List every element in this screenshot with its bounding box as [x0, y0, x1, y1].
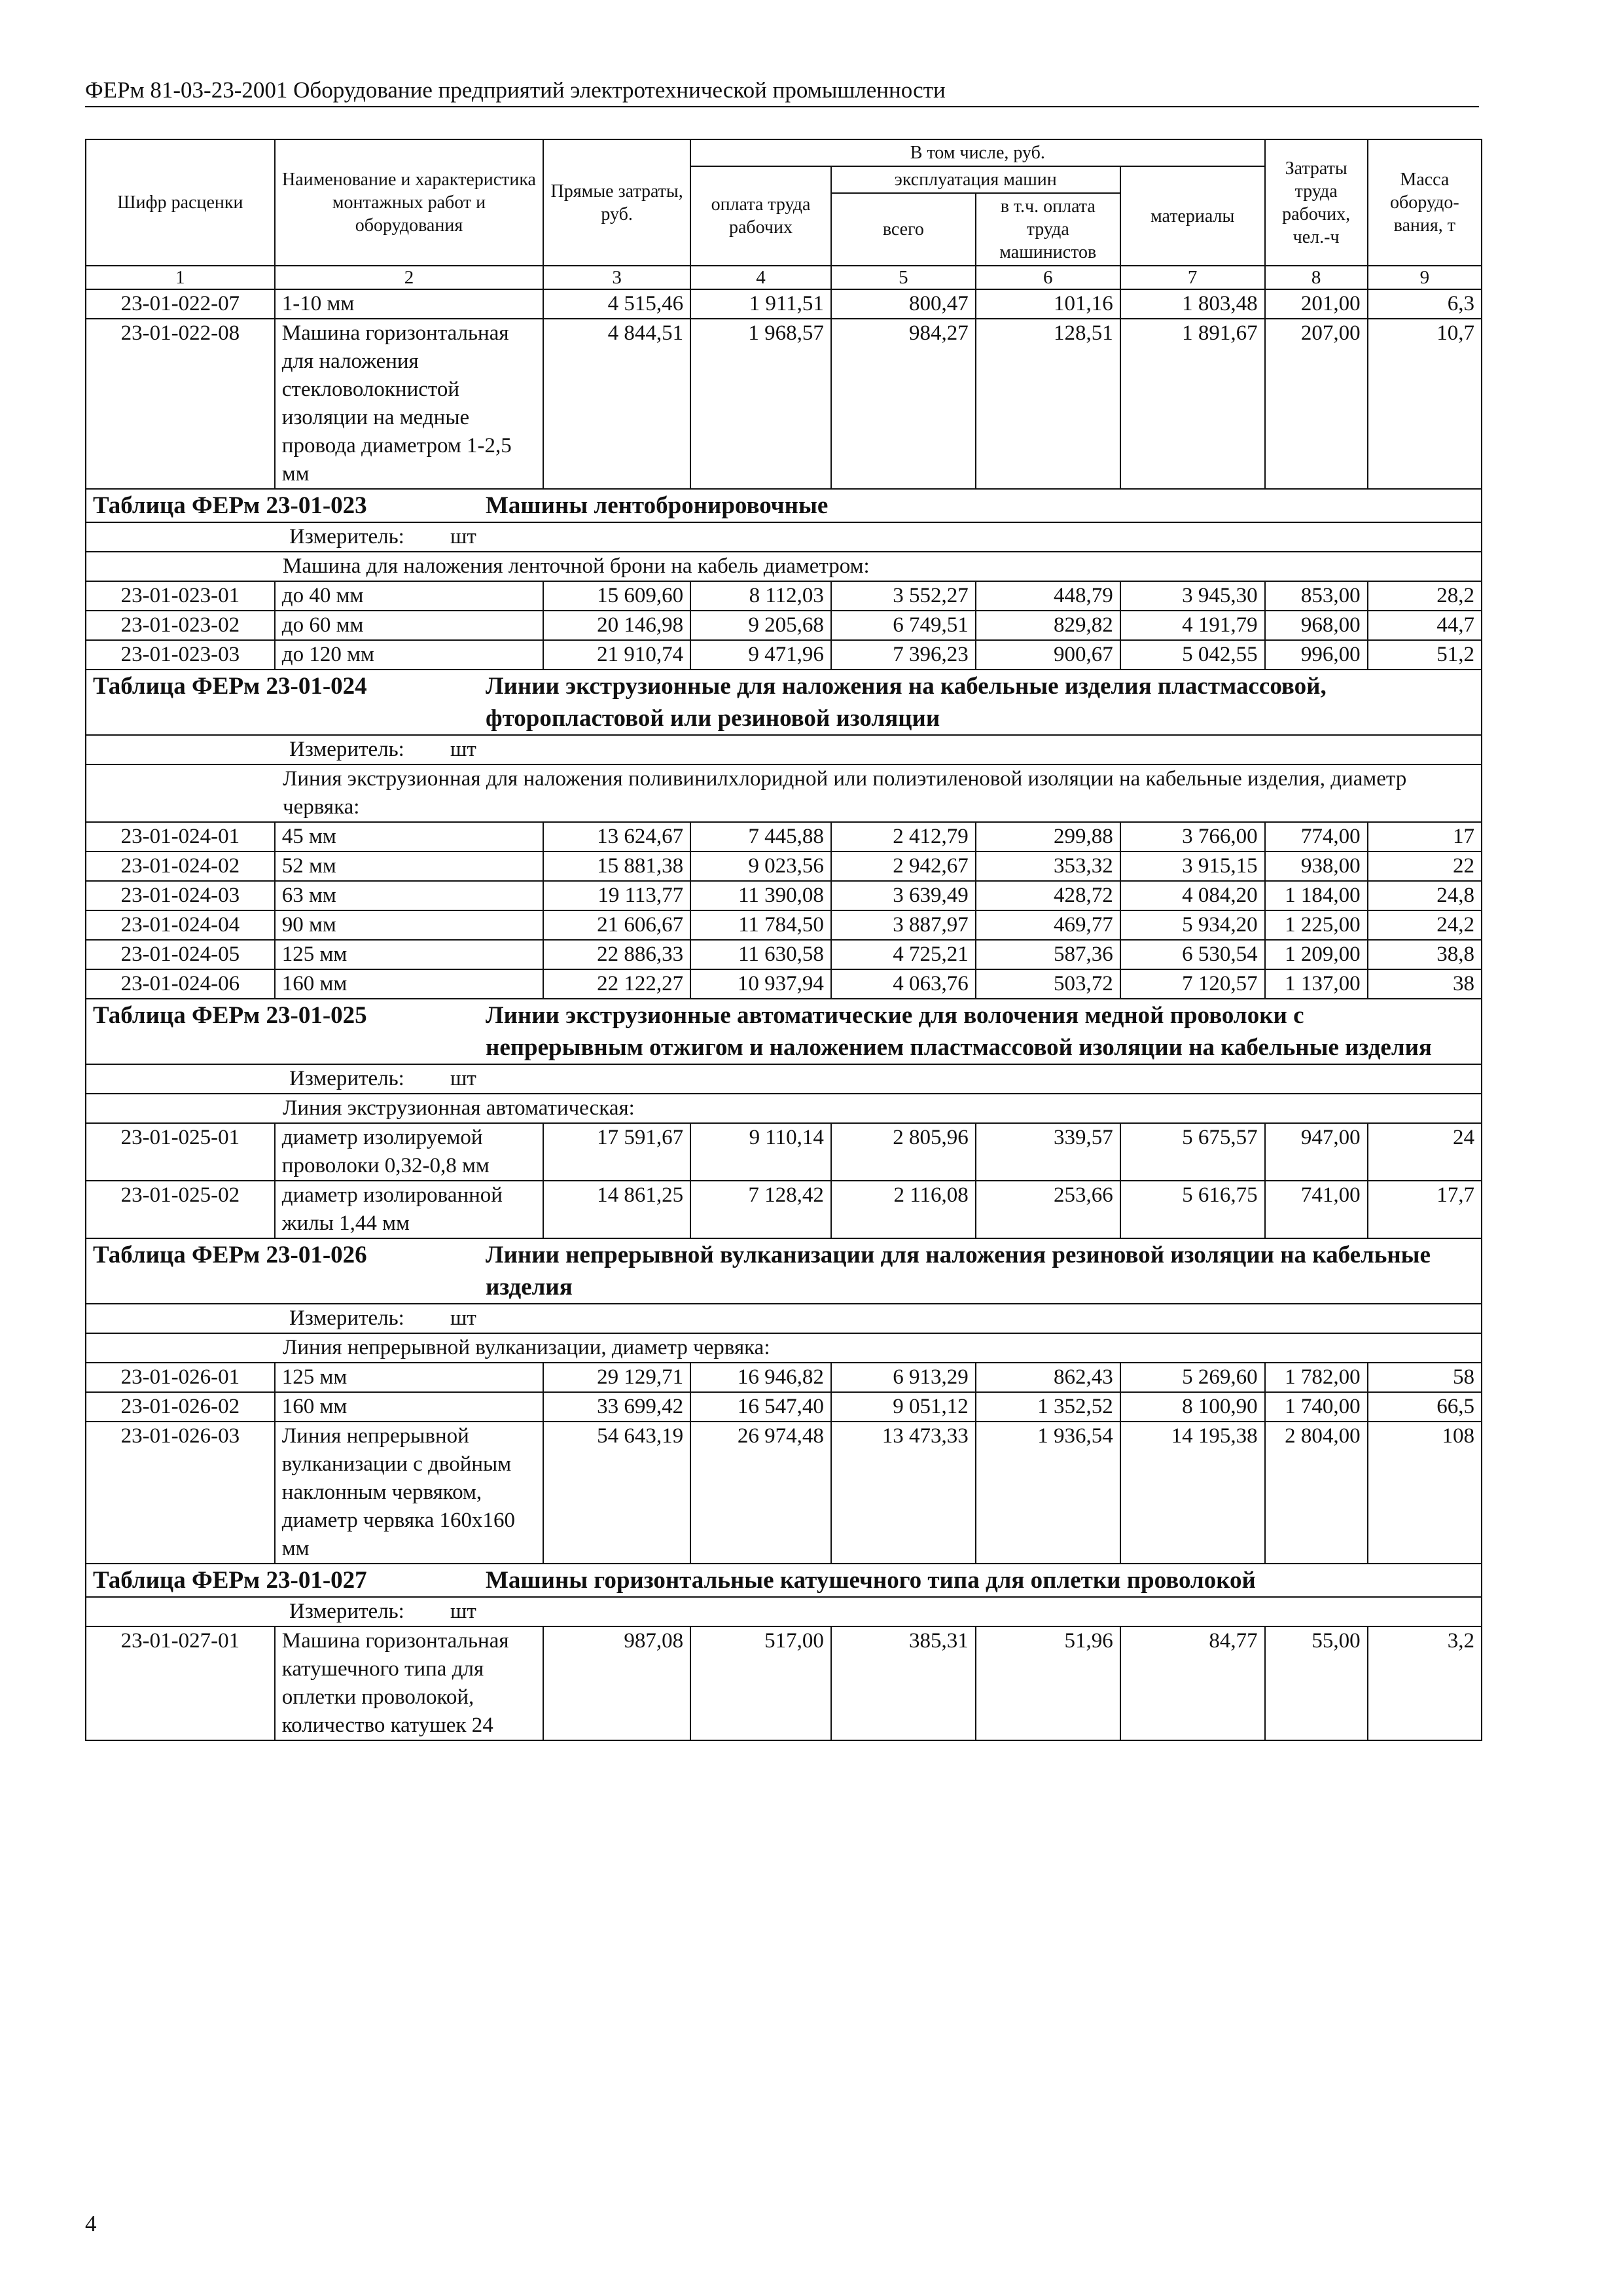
labor-hours: 1 782,00	[1265, 1363, 1368, 1392]
labor-hours: 207,00	[1265, 319, 1368, 489]
item-name: 160 мм	[275, 1392, 543, 1422]
machinists-cost: 128,51	[976, 319, 1120, 489]
section-title: Машины лентобронировочные	[486, 492, 829, 519]
section-description: Линия экструзионная для наложения поливинилхлоридной или полиэтиленовой изоляции на кабельные изделия, диаметр червяка:	[86, 764, 1482, 822]
equipment-mass: 44,7	[1368, 611, 1482, 640]
labor-hours: 938,00	[1265, 852, 1368, 881]
machinists-cost: 448,79	[976, 581, 1120, 611]
equipment-mass: 66,5	[1368, 1392, 1482, 1422]
table-row	[86, 1181, 1482, 1238]
table-row	[86, 611, 1482, 640]
section-header	[86, 999, 1482, 1064]
measure-row	[86, 1064, 1482, 1094]
wages-cost: 26 974,48	[690, 1422, 831, 1564]
description-row	[86, 764, 1482, 822]
direct-cost: 21 606,67	[543, 910, 690, 940]
measure-unit: шт	[450, 1067, 476, 1090]
measure-unit: шт	[450, 738, 476, 761]
table-row	[86, 940, 1482, 969]
item-name: 125 мм	[275, 1363, 543, 1392]
wages-cost: 11 630,58	[690, 940, 831, 969]
section-description: Машина для наложения ленточной брони на кабель диаметром:	[86, 552, 1482, 581]
table-row	[86, 1123, 1482, 1181]
item-name: диаметр изолируемой проволоки 0,32-0,8 мм	[275, 1123, 543, 1181]
rate-code: 23-01-023-02	[86, 611, 275, 640]
table-row	[86, 581, 1482, 611]
direct-cost: 54 643,19	[543, 1422, 690, 1564]
section-code: Таблица ФЕРм 23-01-026	[93, 1242, 367, 1268]
column-number: 5	[831, 266, 976, 289]
column-number: 2	[275, 266, 543, 289]
section-header	[86, 1564, 1482, 1597]
materials-cost: 4 084,20	[1120, 881, 1265, 910]
wages-cost: 7 445,88	[690, 822, 831, 852]
machines-cost: 7 396,23	[831, 640, 976, 670]
table-row	[86, 1626, 1482, 1740]
machines-cost: 3 887,97	[831, 910, 976, 940]
machines-cost: 2 412,79	[831, 822, 976, 852]
labor-hours: 853,00	[1265, 581, 1368, 611]
direct-cost: 15 609,60	[543, 581, 690, 611]
equipment-mass: 6,3	[1368, 289, 1482, 319]
wages-cost: 9 023,56	[690, 852, 831, 881]
direct-cost: 29 129,71	[543, 1363, 690, 1392]
measure-cell	[86, 1304, 1482, 1333]
materials-cost: 3 945,30	[1120, 581, 1265, 611]
measure-unit: шт	[450, 1600, 476, 1623]
labor-hours: 201,00	[1265, 289, 1368, 319]
materials-cost: 3 766,00	[1120, 822, 1265, 852]
machines-cost: 984,27	[831, 319, 976, 489]
machines-cost: 6 749,51	[831, 611, 976, 640]
table-row	[86, 1363, 1482, 1392]
column-number: 3	[543, 266, 690, 289]
col-header-materials: материалы	[1120, 166, 1265, 266]
measure-row	[86, 522, 1482, 552]
wages-cost: 9 471,96	[690, 640, 831, 670]
item-name: 125 мм	[275, 940, 543, 969]
section-header	[86, 670, 1482, 735]
section-title: Машины горизонтальные катушечного типа для оплетки проволокой	[486, 1567, 1256, 1594]
wages-cost: 8 112,03	[690, 581, 831, 611]
direct-cost: 20 146,98	[543, 611, 690, 640]
col-header-wages: оплата труда рабочих	[690, 166, 831, 266]
direct-cost: 987,08	[543, 1626, 690, 1740]
equipment-mass: 108	[1368, 1422, 1482, 1564]
col-header-mass: Масса оборудо-вания, т	[1368, 139, 1482, 266]
equipment-mass: 28,2	[1368, 581, 1482, 611]
rate-code: 23-01-026-02	[86, 1392, 275, 1422]
labor-hours: 741,00	[1265, 1181, 1368, 1238]
machinists-cost: 469,77	[976, 910, 1120, 940]
labor-hours: 947,00	[1265, 1123, 1368, 1181]
item-name: Машина горизонтальная катушечного типа для оплетки проволокой, количество катушек 24	[275, 1626, 543, 1740]
machines-cost: 2 116,08	[831, 1181, 976, 1238]
machinists-cost: 1 352,52	[976, 1392, 1120, 1422]
section-code: Таблица ФЕРм 23-01-024	[93, 673, 367, 700]
section-header-row	[86, 670, 1482, 735]
wages-cost: 16 547,40	[690, 1392, 831, 1422]
materials-cost: 3 915,15	[1120, 852, 1265, 881]
rate-code: 23-01-023-03	[86, 640, 275, 670]
rate-code: 23-01-024-02	[86, 852, 275, 881]
section-description: Линия экструзионная автоматическая:	[86, 1094, 1482, 1123]
labor-hours: 1 137,00	[1265, 969, 1368, 999]
machinists-cost: 51,96	[976, 1626, 1120, 1740]
col-header-direct: Прямые затраты, руб.	[543, 139, 690, 266]
machines-cost: 3 639,49	[831, 881, 976, 910]
section-header-row	[86, 999, 1482, 1064]
section-header	[86, 1238, 1482, 1304]
section-description: Линия непрерывной вулканизации, диаметр червяка:	[86, 1333, 1482, 1363]
table-row	[86, 910, 1482, 940]
table-row	[86, 881, 1482, 910]
equipment-mass: 24	[1368, 1123, 1482, 1181]
column-number: 6	[976, 266, 1120, 289]
machines-cost: 6 913,29	[831, 1363, 976, 1392]
item-name: 52 мм	[275, 852, 543, 881]
rate-code: 23-01-026-01	[86, 1363, 275, 1392]
section-code: Таблица ФЕРм 23-01-027	[93, 1567, 367, 1594]
materials-cost: 5 616,75	[1120, 1181, 1265, 1238]
equipment-mass: 22	[1368, 852, 1482, 881]
measure-unit: шт	[450, 1306, 476, 1330]
table-row	[86, 969, 1482, 999]
rate-code: 23-01-024-05	[86, 940, 275, 969]
wages-cost: 9 110,14	[690, 1123, 831, 1181]
column-number: 9	[1368, 266, 1482, 289]
equipment-mass: 3,2	[1368, 1626, 1482, 1740]
equipment-mass: 17,7	[1368, 1181, 1482, 1238]
direct-cost: 33 699,42	[543, 1392, 690, 1422]
labor-hours: 55,00	[1265, 1626, 1368, 1740]
page-number: 4	[85, 2211, 97, 2236]
section-header	[86, 489, 1482, 522]
measure-unit: шт	[450, 525, 476, 548]
materials-cost: 1 803,48	[1120, 289, 1265, 319]
item-name: 160 мм	[275, 969, 543, 999]
item-name: 63 мм	[275, 881, 543, 910]
rate-code: 23-01-025-01	[86, 1123, 275, 1181]
labor-hours: 968,00	[1265, 611, 1368, 640]
direct-cost: 13 624,67	[543, 822, 690, 852]
materials-cost: 5 042,55	[1120, 640, 1265, 670]
rate-code: 23-01-022-08	[86, 319, 275, 489]
item-name: диаметр изолированной жилы 1,44 мм	[275, 1181, 543, 1238]
machinists-cost: 829,82	[976, 611, 1120, 640]
equipment-mass: 38,8	[1368, 940, 1482, 969]
table-row	[86, 640, 1482, 670]
equipment-mass: 58	[1368, 1363, 1482, 1392]
machinists-cost: 900,67	[976, 640, 1120, 670]
materials-cost: 7 120,57	[1120, 969, 1265, 999]
machinists-cost: 339,57	[976, 1123, 1120, 1181]
section-code: Таблица ФЕРм 23-01-023	[93, 492, 367, 519]
rate-code: 23-01-022-07	[86, 289, 275, 319]
item-name: Машина горизонтальная для наложения стекловолокнистой изоляции на медные провода диаметром 1-2,5 мм	[275, 319, 543, 489]
equipment-mass: 51,2	[1368, 640, 1482, 670]
materials-cost: 4 191,79	[1120, 611, 1265, 640]
direct-cost: 22 886,33	[543, 940, 690, 969]
section-header-row	[86, 1238, 1482, 1304]
wages-cost: 10 937,94	[690, 969, 831, 999]
direct-cost: 21 910,74	[543, 640, 690, 670]
labor-hours: 1 209,00	[1265, 940, 1368, 969]
materials-cost: 5 934,20	[1120, 910, 1265, 940]
materials-cost: 5 675,57	[1120, 1123, 1265, 1181]
machines-cost: 4 063,76	[831, 969, 976, 999]
item-name: до 40 мм	[275, 581, 543, 611]
measure-label: Измеритель:	[289, 1600, 404, 1623]
item-name: 1-10 мм	[275, 289, 543, 319]
materials-cost: 1 891,67	[1120, 319, 1265, 489]
equipment-mass: 24,2	[1368, 910, 1482, 940]
table-row	[86, 1422, 1482, 1564]
materials-cost: 5 269,60	[1120, 1363, 1265, 1392]
table-row	[86, 852, 1482, 881]
measure-row	[86, 1304, 1482, 1333]
section-title: Линии непрерывной вулканизации для наложения резиновой изоляции на кабельные изделия	[486, 1242, 1431, 1300]
item-name: 45 мм	[275, 822, 543, 852]
measure-label: Измеритель:	[289, 525, 404, 548]
section-header-row	[86, 489, 1482, 522]
rate-code: 23-01-026-03	[86, 1422, 275, 1564]
description-row	[86, 552, 1482, 581]
direct-cost: 22 122,27	[543, 969, 690, 999]
machinists-cost: 101,16	[976, 289, 1120, 319]
wages-cost: 16 946,82	[690, 1363, 831, 1392]
col-header-incl: В том числе, руб.	[690, 139, 1265, 166]
measure-row	[86, 1597, 1482, 1626]
wages-cost: 7 128,42	[690, 1181, 831, 1238]
section-title: Линии экструзионные для наложения на кабельные изделия пластмассовой, фторопластовой или резиновой изоляции	[486, 673, 1327, 732]
labor-hours: 996,00	[1265, 640, 1368, 670]
machinists-cost: 1 936,54	[976, 1422, 1120, 1564]
item-name: до 120 мм	[275, 640, 543, 670]
rate-code: 23-01-023-01	[86, 581, 275, 611]
column-number: 8	[1265, 266, 1368, 289]
machinists-cost: 428,72	[976, 881, 1120, 910]
col-header-name: Наименование и характеристика монтажных работ и оборудования	[275, 139, 543, 266]
section-header-row	[86, 1564, 1482, 1597]
direct-cost: 14 861,25	[543, 1181, 690, 1238]
machinists-cost: 253,66	[976, 1181, 1120, 1238]
wages-cost: 1 968,57	[690, 319, 831, 489]
table-row	[86, 1392, 1482, 1422]
labor-hours: 1 225,00	[1265, 910, 1368, 940]
wages-cost: 11 390,08	[690, 881, 831, 910]
machines-cost: 3 552,27	[831, 581, 976, 611]
col-header-machinists: в т.ч. оплата труда машинистов	[976, 193, 1120, 266]
col-header-machines-total: всего	[831, 193, 976, 266]
direct-cost: 17 591,67	[543, 1123, 690, 1181]
rate-code: 23-01-027-01	[86, 1626, 275, 1740]
machines-cost: 9 051,12	[831, 1392, 976, 1422]
measure-cell	[86, 1064, 1482, 1094]
column-numbers-row	[86, 266, 1482, 289]
materials-cost: 14 195,38	[1120, 1422, 1265, 1564]
measure-cell	[86, 522, 1482, 552]
col-header-machines: эксплуатация машин	[831, 166, 1120, 193]
machinists-cost: 299,88	[976, 822, 1120, 852]
measure-cell	[86, 1597, 1482, 1626]
machines-cost: 13 473,33	[831, 1422, 976, 1564]
description-row	[86, 1333, 1482, 1363]
rate-code: 23-01-024-04	[86, 910, 275, 940]
col-header-labor: Затраты труда рабочих, чел.-ч	[1265, 139, 1368, 266]
direct-cost: 4 515,46	[543, 289, 690, 319]
rate-code: 23-01-024-06	[86, 969, 275, 999]
equipment-mass: 38	[1368, 969, 1482, 999]
rate-code: 23-01-024-03	[86, 881, 275, 910]
measure-label: Измеритель:	[289, 1306, 404, 1330]
equipment-mass: 24,8	[1368, 881, 1482, 910]
page-header: ФЕРм 81-03-23-2001 Оборудование предприятий электротехнической промышленности	[85, 77, 1479, 107]
measure-cell	[86, 735, 1482, 764]
measure-row	[86, 735, 1482, 764]
machines-cost: 2 805,96	[831, 1123, 976, 1181]
machinists-cost: 587,36	[976, 940, 1120, 969]
labor-hours: 1 740,00	[1265, 1392, 1368, 1422]
direct-cost: 4 844,51	[543, 319, 690, 489]
column-number: 1	[86, 266, 275, 289]
table-row	[86, 822, 1482, 852]
rate-code: 23-01-025-02	[86, 1181, 275, 1238]
machines-cost: 385,31	[831, 1626, 976, 1740]
materials-cost: 84,77	[1120, 1626, 1265, 1740]
wages-cost: 11 784,50	[690, 910, 831, 940]
machinists-cost: 862,43	[976, 1363, 1120, 1392]
machines-cost: 4 725,21	[831, 940, 976, 969]
column-number: 4	[690, 266, 831, 289]
equipment-mass: 10,7	[1368, 319, 1482, 489]
item-name: 90 мм	[275, 910, 543, 940]
table-row	[86, 319, 1482, 489]
materials-cost: 8 100,90	[1120, 1392, 1265, 1422]
labor-hours: 774,00	[1265, 822, 1368, 852]
item-name: до 60 мм	[275, 611, 543, 640]
description-row	[86, 1094, 1482, 1123]
table-row	[86, 289, 1482, 319]
wages-cost: 1 911,51	[690, 289, 831, 319]
machines-cost: 800,47	[831, 289, 976, 319]
rate-code: 23-01-024-01	[86, 822, 275, 852]
machines-cost: 2 942,67	[831, 852, 976, 881]
section-title: Линии экструзионные автоматические для волочения медной проволоки с непрерывным отжигом и наложением пластмассовой изоляции на кабельные изделия	[486, 1002, 1432, 1061]
rates-table	[85, 139, 1482, 1741]
machinists-cost: 503,72	[976, 969, 1120, 999]
labor-hours: 2 804,00	[1265, 1422, 1368, 1564]
item-name: Линия непрерывной вулканизации с двойным наклонным червяком, диаметр червяка 160х160 мм	[275, 1422, 543, 1564]
table-body	[86, 289, 1482, 1740]
section-code: Таблица ФЕРм 23-01-025	[93, 1002, 367, 1029]
machinists-cost: 353,32	[976, 852, 1120, 881]
direct-cost: 19 113,77	[543, 881, 690, 910]
materials-cost: 6 530,54	[1120, 940, 1265, 969]
wages-cost: 517,00	[690, 1626, 831, 1740]
measure-label: Измеритель:	[289, 738, 404, 761]
equipment-mass: 17	[1368, 822, 1482, 852]
wages-cost: 9 205,68	[690, 611, 831, 640]
direct-cost: 15 881,38	[543, 852, 690, 881]
column-number: 7	[1120, 266, 1265, 289]
measure-label: Измеритель:	[289, 1067, 404, 1090]
col-header-code: Шифр расценки	[86, 139, 275, 266]
labor-hours: 1 184,00	[1265, 881, 1368, 910]
